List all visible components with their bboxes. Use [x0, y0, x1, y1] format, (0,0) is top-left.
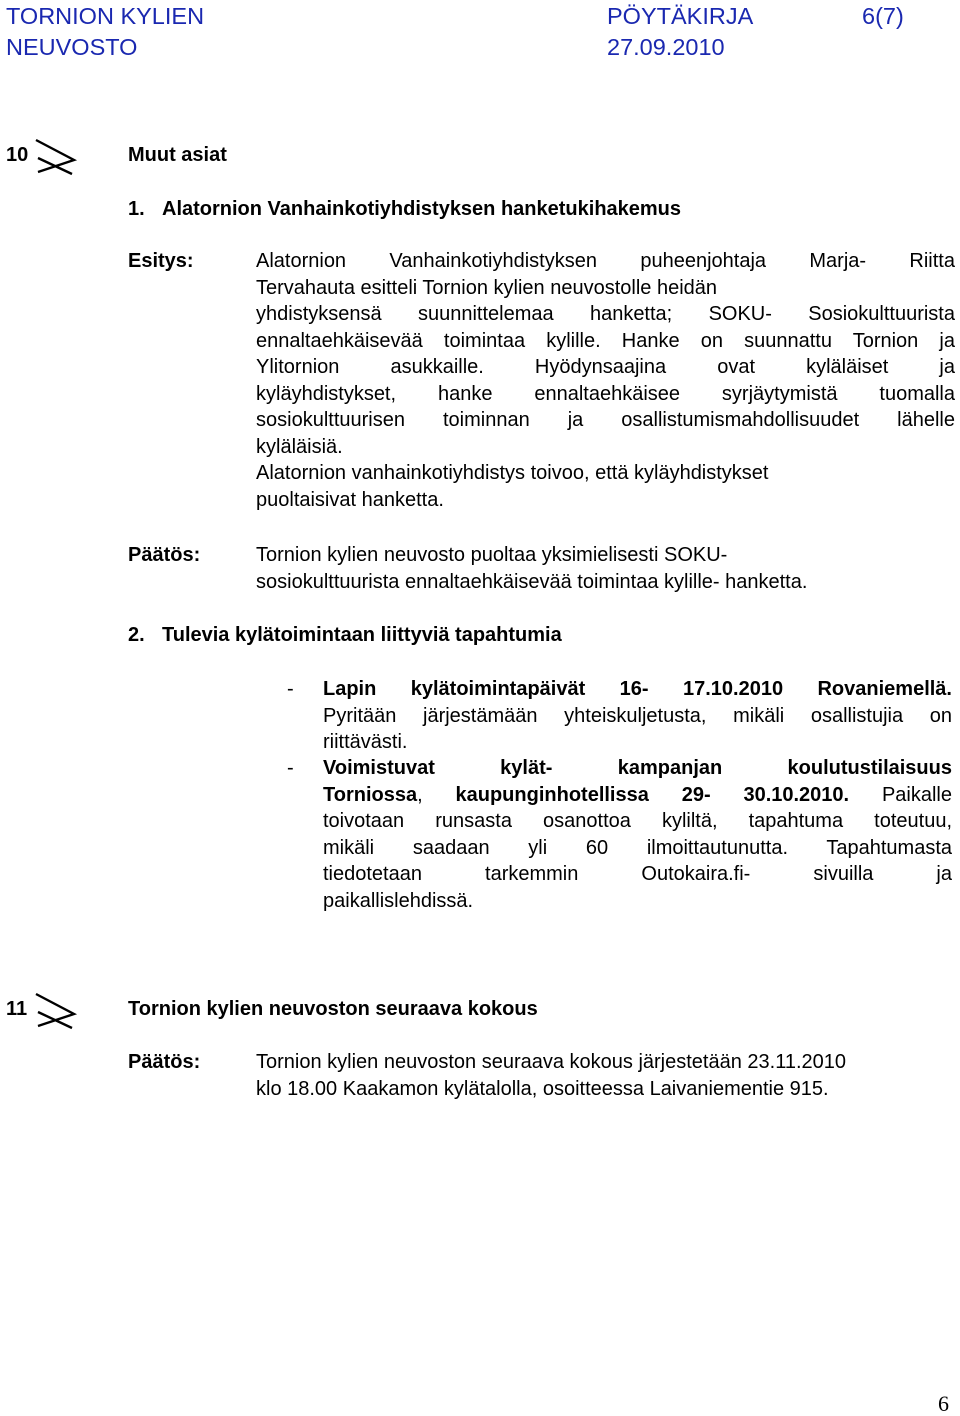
- proposal-text: [256, 248, 955, 513]
- decision-line: klo 18.00 Kaakamon kylätalolla, osoitteessa Laivaniementie 915.: [256, 1077, 829, 1100]
- event-venue: kaupunginhotellissa 29- 30.10.2010.: [455, 783, 850, 806]
- proposal-line: kyläyhdistykset, hanke ennaltaehkäisee syrjäytymistä tuomalla: [256, 382, 955, 405]
- event-line: riittävästi.: [323, 731, 408, 753]
- event-line: tiedotetaan tarkemmin Outokaira.fi- sivuilla ja: [323, 863, 952, 885]
- section-number: 11: [6, 998, 28, 1020]
- document-date: 27.09.2010: [607, 34, 725, 60]
- decision-text: [256, 542, 955, 595]
- item-number: 2.: [128, 624, 145, 646]
- event-title: Lapin kylätoimintapäivät 16- 17.10.2010 Rovaniemellä.: [323, 678, 952, 700]
- proposal-line: kyläläisiä.: [256, 435, 343, 458]
- decision-text: [256, 1049, 955, 1102]
- event-line: paikallislehdissä.: [323, 889, 474, 912]
- decision-label: Päätös:: [128, 544, 201, 566]
- event-separator: ,: [417, 783, 456, 806]
- bullet-dash: -: [287, 678, 294, 700]
- section-title: Muut asiat: [128, 144, 227, 166]
- org-name-line2: NEUVOSTO: [6, 34, 138, 60]
- org-name-line1: TORNION KYLIEN: [6, 3, 205, 29]
- proposal-line: sosiokulttuurisen toiminnan ja osallistumismahdollisuudet lähelle: [256, 409, 955, 431]
- event-item: [323, 755, 952, 914]
- section-title: Tornion kylien neuvoston seuraava kokous: [128, 998, 538, 1020]
- item-number: 1.: [128, 198, 145, 220]
- decision-line: Tornion kylien neuvosto puoltaa yksimielisesti SOKU-: [256, 544, 728, 566]
- proposal-line: puoltaisivat hanketta.: [256, 488, 444, 511]
- section-sign-icon: [34, 136, 78, 176]
- proposal-line: Tervahauta esitteli Tornion kylien neuvostolle heidän: [256, 276, 718, 299]
- decision-label: Päätös:: [128, 1051, 201, 1073]
- event-location: Torniossa: [323, 783, 418, 806]
- document-type: PÖYTÄKIRJA: [607, 3, 754, 29]
- event-line: mikäli saadaan yli 60 ilmoittautunutta. Tapahtumasta: [323, 836, 952, 859]
- event-title: Voimistuvat kylät- kampanjan koulutustilaisuus: [323, 757, 952, 779]
- event-item: [323, 676, 952, 756]
- event-line: [323, 782, 952, 809]
- decision-line: sosiokulttuurista ennaltaehkäisevää toimintaa kylille- hanketta.: [256, 570, 808, 593]
- proposal-line: ennaltaehkäisevää toimintaa kylille. Hanke on suunnattu Tornion ja: [256, 329, 955, 352]
- proposal-line: yhdistyksensä suunnittelemaa hanketta; SOKU- Sosiokulttuurista: [256, 303, 955, 325]
- bullet-dash: -: [287, 757, 294, 779]
- event-line: Pyritään järjestämään yhteiskuljetusta, mikäli osallistujia on: [323, 704, 952, 727]
- footer-page-number: 6: [938, 1391, 949, 1416]
- proposal-line: Alatornion vanhainkotiyhdistys toivoo, että kyläyhdistykset: [256, 462, 769, 484]
- proposal-line: Ylitornion asukkaille. Hyödynsaajina ovat kyläläiset ja: [256, 356, 955, 378]
- decision-line: Tornion kylien neuvoston seuraava kokous järjestetään 23.11.2010: [256, 1051, 847, 1073]
- section-number: 10: [6, 144, 29, 166]
- section-sign-icon: [34, 990, 78, 1030]
- event-line: toivotaan runsasta osanottoa kyliltä, tapahtuma toteutuu,: [323, 810, 952, 832]
- proposal-label: Esitys:: [128, 250, 194, 272]
- item-title: Alatornion Vanhainkotiyhdistyksen hanketukihakemus: [162, 198, 682, 220]
- page-counter: 6(7): [862, 3, 904, 29]
- event-line-tail: Paikalle: [849, 783, 952, 806]
- proposal-line: Alatornion Vanhainkotiyhdistyksen puheenjohtaja Marja- Riitta: [256, 250, 955, 272]
- item-title: Tulevia kylätoimintaan liittyviä tapahtumia: [162, 624, 562, 646]
